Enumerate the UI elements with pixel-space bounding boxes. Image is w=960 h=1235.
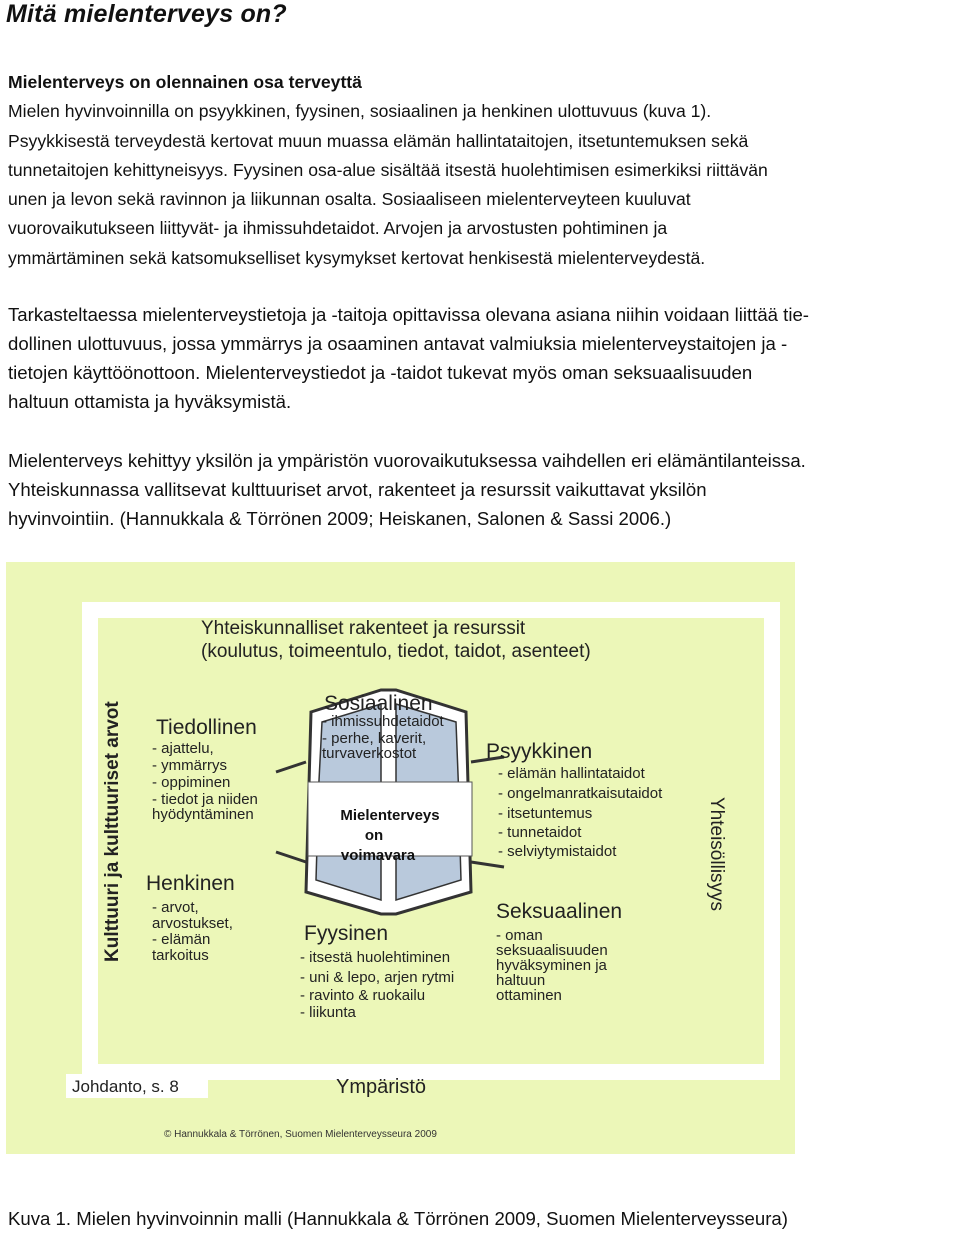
psyykkinen-item: - ongelmanratkaisutaidot bbox=[498, 785, 663, 802]
fyysinen-item: - uni & lepo, arjen rytmi bbox=[300, 969, 455, 986]
henkinen-item: tarkoitus bbox=[152, 947, 209, 964]
fyysinen-title: Fyysinen bbox=[304, 922, 389, 945]
psyykkinen-title: Psyykkinen bbox=[486, 740, 593, 763]
environment-paragraph bbox=[8, 446, 958, 533]
paragraph-line: hyvinvointiin. (Hannukkala & Törrönen 2009; Heiskanen, Salonen & Sassi 2006.) bbox=[8, 508, 672, 529]
tiedollinen-item: hyödyntäminen bbox=[152, 806, 254, 823]
henkinen-item: arvostukset, bbox=[152, 915, 233, 932]
fyysinen-item: - liikunta bbox=[300, 1004, 356, 1021]
center-line-2: on bbox=[364, 827, 384, 844]
paragraph-line: dollinen ulottuvuus, jossa ymmärrys ja osaaminen antavat valmiuksia mielenterveystaitojen ja - bbox=[8, 333, 788, 354]
paragraph-line: vuorovaikutukseen liittyvät- ja ihmissuhdetaidot. Arvojen ja arvostusten pohtiminen ja bbox=[8, 218, 668, 239]
fyysinen-item: - ravinto & ruokailu bbox=[300, 987, 426, 1004]
paragraph-line: unen ja levon sekä ravinnon ja liikunnan osalta. Sosiaaliseen mielenterveyteen kuuluvat bbox=[8, 189, 691, 210]
figure-caption: Kuva 1. Mielen hyvinvoinnin malli (Hannukkala & Törrönen 2009, Suomen Mielenterveysseura) bbox=[8, 1208, 788, 1229]
henkinen-title: Henkinen bbox=[146, 872, 235, 895]
sosiaalinen-title: Sosiaalinen bbox=[324, 692, 433, 715]
community-vertical-label: Yhteisöllisyys bbox=[706, 797, 727, 912]
fyysinen-item: - itsestä huolehtiminen bbox=[300, 949, 451, 966]
tiedollinen-title: Tiedollinen bbox=[156, 716, 257, 739]
wellbeing-model-diagram bbox=[6, 562, 795, 1154]
paragraph-line: tunnetaitojen kehittyneisyys. Fyysinen osa-alue sisältää itsestä huolehtimisen esimerkiksi riittävän bbox=[8, 159, 768, 180]
sosiaalinen-item: - ihmissuhdetaidot bbox=[322, 713, 444, 730]
center-line-3: voimavara bbox=[340, 847, 416, 864]
source-note: Johdanto, s. 8 bbox=[72, 1077, 179, 1096]
knowledge-paragraph bbox=[8, 300, 958, 416]
culture-vertical-label: Kulttuuri ja kulttuuriset arvot bbox=[102, 701, 123, 962]
copyright-note: © Hannukkala & Törrönen, Suomen Mielenterveysseura 2009 bbox=[164, 1129, 437, 1140]
paragraph-line: Mielenterveys kehittyy yksilön ja ympäristön vuorovaikutuksessa vaihdellen eri elämäntilanteissa. bbox=[8, 450, 806, 471]
psyykkinen-item: - selviytymistaidot bbox=[498, 843, 617, 860]
page-title: Mitä mielenterveys on? bbox=[6, 0, 287, 28]
tiedollinen-item: - oppiminen bbox=[152, 774, 231, 791]
paragraph-line: Mielen hyvinvoinnilla on psyykkinen, fyysinen, sosiaalinen ja henkinen ulottuvuus (kuva 1). bbox=[8, 101, 712, 122]
sosiaalinen-item: turvaverkostot bbox=[322, 745, 417, 762]
seksuaalinen-item: haltuun bbox=[496, 972, 546, 989]
tiedollinen-item: - tiedot ja niiden bbox=[152, 791, 258, 808]
psyykkinen-item: - tunnetaidot bbox=[498, 824, 582, 841]
paragraph-line: ymmärtäminen sekä katsomukselliset kysymykset kertovat henkisestä mielenterveydestä. bbox=[8, 247, 706, 268]
seksuaalinen-item: - oman bbox=[496, 927, 543, 944]
wellbeing-model-figure bbox=[6, 562, 795, 1154]
tiedollinen-item: - ajattelu, bbox=[152, 740, 214, 757]
section-heading: Mielenterveys on olennainen osa terveyttä bbox=[8, 72, 362, 92]
psyykkinen-item: - elämän hallintataidot bbox=[498, 765, 645, 782]
paragraph-line: haltuun ottamista ja hyväksymistä. bbox=[8, 391, 292, 412]
seksuaalinen-item: hyväksyminen ja bbox=[496, 957, 607, 974]
center-line-1: Mielenterveys bbox=[340, 807, 440, 824]
henkinen-item: - elämän bbox=[152, 931, 211, 948]
sosiaalinen-item: - perhe, kaverit, bbox=[322, 730, 427, 747]
seksuaalinen-item: seksuaalisuuden bbox=[496, 942, 608, 959]
henkinen-item: - arvot, bbox=[152, 899, 199, 916]
structures-heading: Yhteiskunnalliset rakenteet ja resurssit bbox=[201, 618, 526, 639]
paragraph-line: Psyykkisestä terveydestä kertovat muun muassa elämän hallintataitojen, itsetuntemuksen sekä bbox=[8, 130, 749, 151]
structures-subheading: (koulutus, toimeentulo, tiedot, taidot, asenteet) bbox=[201, 641, 591, 662]
paragraph-line: tietojen käyttöönottoon. Mielenterveystiedot ja -taidot tukevat myös oman seksuaalisuuden bbox=[8, 362, 753, 383]
intro-paragraph bbox=[8, 68, 956, 273]
paragraph-line: Tarkasteltaessa mielenterveystietoja ja -taitoja opittavissa olevana asiana niihin voidaan liittää tie- bbox=[8, 304, 810, 325]
psyykkinen-item: - itsetuntemus bbox=[498, 805, 593, 822]
tiedollinen-item: - ymmärrys bbox=[152, 757, 227, 774]
paragraph-line: Yhteiskunnassa vallitsevat kulttuuriset arvot, rakenteet ja resurssit vaikuttavat yksilön bbox=[8, 479, 707, 500]
seksuaalinen-item: ottaminen bbox=[496, 987, 562, 1004]
environment-label: Ympäristö bbox=[336, 1076, 427, 1098]
seksuaalinen-title: Seksuaalinen bbox=[496, 900, 623, 923]
